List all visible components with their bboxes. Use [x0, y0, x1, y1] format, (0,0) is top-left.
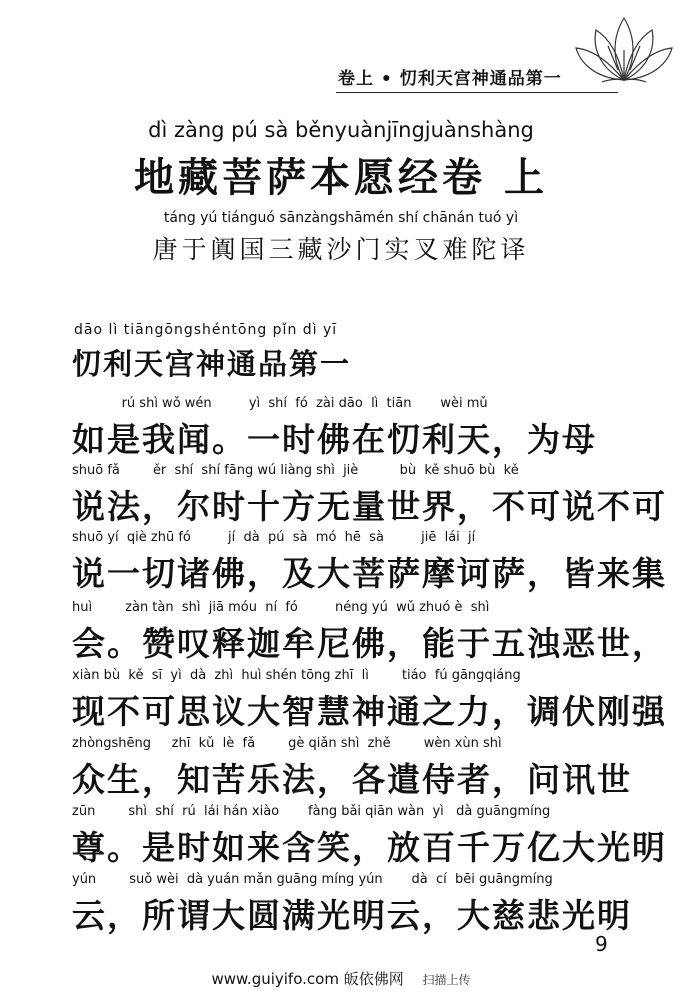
line-text: 现不可思议大智慧神通之力，调伏刚强	[72, 692, 667, 731]
footer-note: 扫描上传	[422, 973, 471, 987]
header-rule	[336, 92, 618, 93]
line-pinyin: zūn shì shí rú lái hán xiào fàng bǎi qiān wàn yì dà guāngmíng	[72, 804, 551, 819]
line-pinyin: rú shì wǒ wén yì shí fó zài dāo lì tiān wèi mǔ	[72, 396, 488, 411]
line-text: 云，所谓大圆满光明云，大慈悲光明	[72, 896, 632, 935]
line-pinyin: xiàn bù kě sī yì dà zhì huì shén tōng zhī lì tiáo fú gāngqiáng	[72, 668, 521, 683]
footer-watermark	[0, 968, 682, 989]
line-text: 尊。是时如来含笑，放百千万亿大光明	[72, 828, 667, 867]
line-text: 会。赞叹释迦牟尼佛，能于五浊恶世，	[72, 624, 667, 663]
line-pinyin: zhòngshēng zhī kǔ lè fǎ gè qiǎn shì zhě wèn xùn shì	[72, 736, 502, 751]
chapter-heading: 忉利天宫神通品第一	[72, 347, 352, 381]
line-pinyin: shuō fǎ ěr shí shí fāng wú liàng shì jiè bù kě shuō bù kě	[72, 463, 519, 478]
page-number: 9	[595, 932, 608, 956]
subtitle-pinyin: táng yú tiánguó sānzàngshāmén shí chānán tuó yì	[163, 210, 519, 226]
title-pinyin: dì zàng pú sà běnyuànjīngjuànshàng	[148, 118, 534, 142]
line-text: 说一切诸佛，及大菩萨摩诃萨，皆来集	[72, 554, 667, 593]
line-pinyin: huì zàn tàn shì jiā móu ní fó néng yú wǔ zhuó è shì	[72, 600, 490, 615]
line-pinyin: shuō yí qiè zhū fó jí dà pú sà mó hē sà jiē lái jí	[72, 530, 476, 545]
page-title: 地藏菩萨本愿经卷 上	[134, 155, 548, 201]
running-header: 卷上 • 忉利天宫神通品第一	[338, 69, 562, 89]
line-pinyin: yún suǒ wèi dà yuán mǎn guāng míng yún dà cí bēi guāngmíng	[72, 872, 553, 887]
line-text: 如是我闻。一时佛在忉利天，为母	[72, 420, 597, 459]
line-text: 说法，尔时十方无量世界，不可说不可	[72, 487, 667, 526]
footer-site-link[interactable]: www.guiyifo.com 皈依佛网	[211, 970, 404, 988]
line-text: 众生，知苦乐法，各遣侍者，问讯世	[72, 760, 632, 799]
chapter-pinyin: dāo lì tiāngōngshéntōng pǐn dì yī	[74, 322, 338, 338]
translator-line: 唐于阗国三藏沙门实叉难陀译	[152, 235, 530, 264]
